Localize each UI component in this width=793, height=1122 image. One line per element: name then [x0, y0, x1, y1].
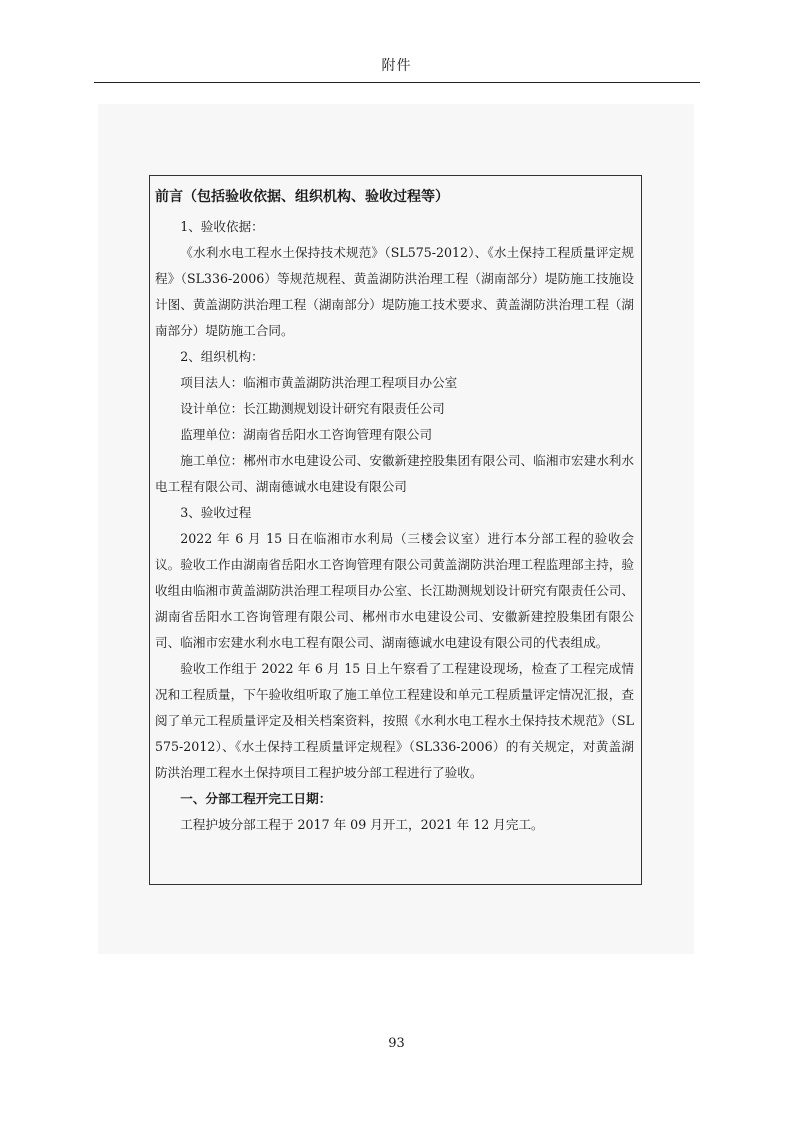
dates-paragraph: 工程护坡分部工程于 2017 年 09 月开工，2021 年 12 月完工。: [180, 817, 544, 832]
header-divider: [94, 82, 700, 83]
org-item-designer: 设计单位：长江勘测规划设计研究有限责任公司: [180, 401, 445, 416]
section-label-process: 3、验收过程: [180, 505, 252, 520]
section-label-dates: 一、分部工程开完工日期：: [180, 791, 332, 806]
org-item-owner: 项目法人：临湘市黄盖湖防洪治理工程项目办公室: [180, 375, 458, 390]
document-box: [149, 175, 642, 885]
header-title: 附件: [381, 58, 412, 74]
process-paragraph-inspection: 验收工作组于 2022 年 6 月 15 日上午察看了工程建设现场，检查了工程完成情况和工程质量，下午验收组听取了施工单位工程建设和单元工程质量评定情况汇报，查阅了单元工程质量评定及相关档案资料，按照《水利水电工程水土保持技术规范》（SL575-2012）、《水土保持工程质量评定规程》（SL336-2006）的有关规定，对黄盖湖防洪治理工程水土保持项目工程护坡分部工程进行了验收。: [155, 661, 634, 780]
org-item-contractor: 施工单位：郴州市水电建设公司、安徽新建控股集团有限公司、临湘市宏建水利水电工程有限公司、湖南德诚水电建设有限公司: [155, 453, 634, 494]
section-label-organization: 2、组织机构：: [180, 349, 264, 364]
process-paragraph-meeting: 2022 年 6 月 15 日在临湘市水利局（三楼会议室）进行本分部工程的验收会议。验收工作由湖南省岳阳水工咨询管理有限公司黄盖湖防洪治理工程监理部主持，验收组由临湘市黄盖湖防洪治理工程项目办公室、长江勘测规划设计研究有限责任公司、湖南省岳阳水工咨询管理有限公司、郴州市水电建设公司、安徽新建控股集团有限公司、临湘市宏建水利水电工程有限公司、湖南德诚水电建设有限公司的代表组成。: [155, 531, 634, 650]
section-label-basis: 1、验收依据：: [180, 219, 264, 234]
org-item-supervisor: 监理单位：湖南省岳阳水工咨询管理有限公司: [180, 427, 433, 442]
document-heading: 前言（包括验收依据、组织机构、验收过程等）: [155, 189, 449, 205]
page-number: 93: [388, 1036, 405, 1051]
basis-paragraph: 《水利水电工程水土保持技术规范》（SL575-2012）、《水土保持工程质量评定规程》（SL336-2006）等规范规程、黄盖湖防洪治理工程（湖南部分）堤防施工技施设计图、黄盖湖防洪治理工程（湖南部分）堤防施工技术要求、黄盖湖防洪治理工程（湖南部分）堤防施工合同。: [155, 245, 634, 338]
